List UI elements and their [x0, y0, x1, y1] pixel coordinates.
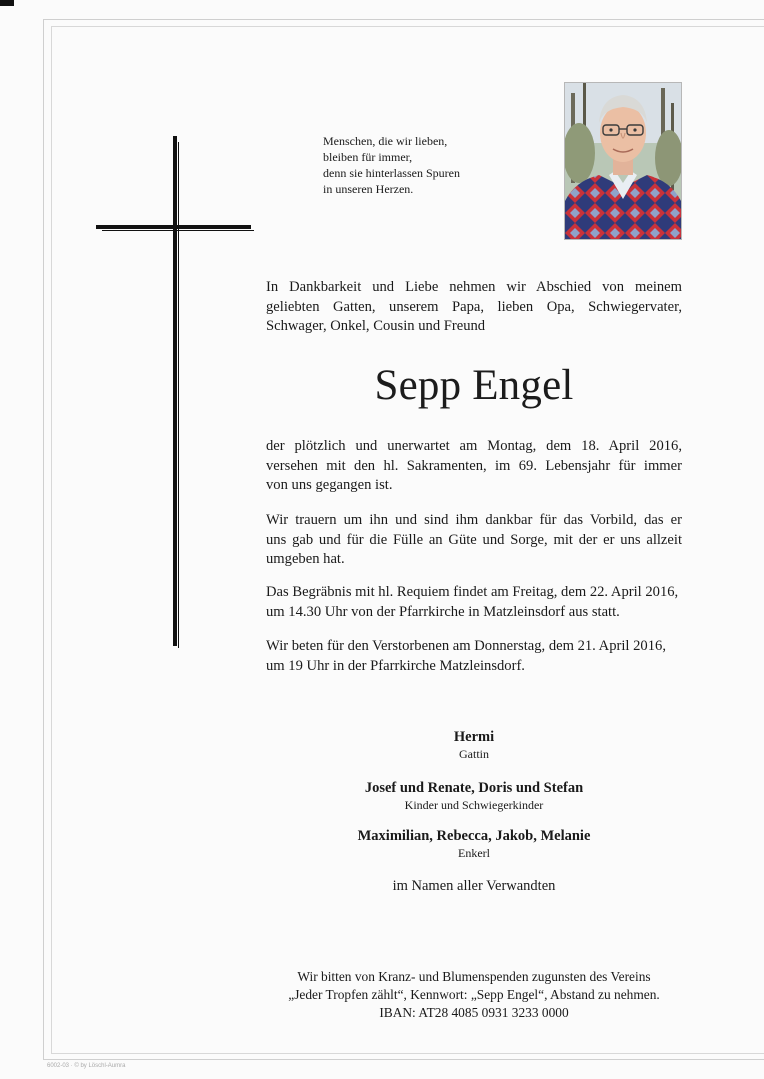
death-notice-paragraph: [266, 437, 682, 496]
funeral-line: Das Begräbnis mit hl. Requiem findet am Freitag, dem 22. April 2016,: [266, 584, 679, 600]
donation-note: [266, 968, 682, 1022]
gratitude-paragraph: [266, 511, 682, 570]
funeral-paragraph: [266, 583, 682, 622]
intro-line: In Dankbarkeit und Liebe nehmen wir Abschied von meinem: [266, 279, 682, 295]
closing-line: im Namen aller Verwandten: [392, 878, 556, 894]
prayer-line: um 19 Uhr in der Pfarrkirche Matzleinsdorf.: [266, 657, 525, 674]
mourner-group: [266, 827, 682, 860]
prayer-line: Wir beten für den Verstorbenen am Donnerstag, dem 21. April 2016,: [266, 638, 666, 654]
quote-line: bleiben für immer,: [323, 150, 413, 164]
gratitude-line: umgeben hat.: [266, 551, 345, 567]
deceased-name: Sepp Engel: [374, 362, 574, 409]
mourner-role: Gattin: [459, 747, 489, 761]
quote-line: Menschen, die wir lieben,: [323, 134, 448, 148]
mourner-group: [266, 779, 682, 812]
prayer-paragraph: [266, 637, 682, 676]
mourner-group: [266, 728, 682, 761]
funeral-line: um 14.30 Uhr von der Pfarrkirche in Matzleinsdorf aus statt.: [266, 603, 620, 620]
cross-icon: [96, 136, 256, 648]
intro-line: Schwager, Onkel, Cousin und Freund: [266, 318, 486, 334]
gratitude-line: Wir trauern um ihn und sind ihm dankbar für das Vorbild, das er: [266, 512, 682, 528]
gratitude-line: uns gab und für die Fülle an Güte und Sorge, mit der er uns allzeit: [266, 531, 682, 548]
portrait-photo: [564, 82, 682, 240]
iban-line: IBAN: AT28 4085 0931 3233 0000: [379, 1005, 569, 1020]
mourner-role: Enkerl: [458, 846, 490, 860]
print-code: 6002-03 · © by Löschl-Aumra: [47, 1063, 126, 1069]
donation-line: Wir bitten von Kranz- und Blumenspenden zugunsten des Vereins: [297, 969, 651, 984]
mourner-names: Maximilian, Rebecca, Jakob, Melanie: [357, 828, 591, 844]
memorial-quote: [323, 133, 543, 197]
death-notice-line: der plötzlich und unerwartet am Montag, dem 18. April 2016,: [266, 438, 682, 454]
quote-line: denn sie hinterlassen Spuren: [323, 166, 460, 180]
mourner-role: Kinder und Schwiegerkinder: [404, 798, 544, 812]
closing-line-wrapper: [266, 877, 682, 896]
donation-line: „Jeder Tropfen zählt“, Kennwort: „Sepp Engel“, Abstand zu nehmen.: [288, 987, 660, 1002]
mourner-names: Hermi: [453, 729, 495, 745]
quote-line: in unseren Herzen.: [323, 182, 414, 196]
death-notice-line: versehen mit den hl. Sakramenten, im 69. Lebensjahr für immer: [266, 457, 682, 474]
mourner-names: Josef und Renate, Doris und Stefan: [364, 780, 584, 796]
intro-line: geliebten Gatten, unserem Papa, lieben Opa, Schwiegervater,: [266, 298, 682, 315]
corner-scan-mark: [0, 0, 14, 6]
intro-paragraph: [266, 278, 682, 337]
death-notice-line: von uns gegangen ist.: [266, 477, 393, 493]
